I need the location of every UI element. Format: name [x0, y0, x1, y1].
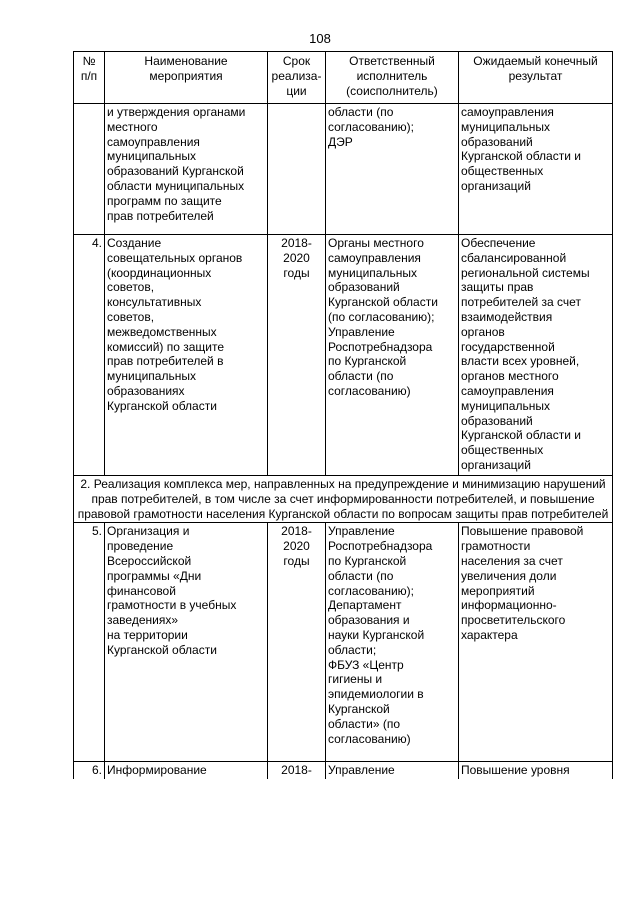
cell-result: Повышение уровня — [459, 762, 613, 780]
cell-term: 2018- 2020 годы — [268, 523, 326, 762]
cell-result: Повышение правовой грамотности населения за счет увеличения доли мероприятий информационно- просветительского характера — [459, 523, 613, 762]
cell-result: Обеспечение сбалансированной региональной системы защиты прав потребителей за счет взаимодействия органов государственной власти всех уровней, органов местного самоуправления муниципальных образований Курганской области и общественных организаций — [459, 235, 613, 476]
cell-num: 5. — [74, 523, 105, 762]
cell-num: 4. — [74, 235, 105, 476]
cell-executor: Управление Роспотребнадзора по Курганской области (по согласованию); Департамент образования и науки Курганской области; ФБУЗ «Центр гигиены и эпидемиологии в Курганской области» (по согласованию) — [326, 523, 459, 762]
header-name: Наименование мероприятия — [105, 52, 268, 104]
section-row — [74, 476, 613, 523]
table-row — [74, 104, 613, 235]
header-term: Срок реализа- ции — [268, 52, 326, 104]
header-result: Ожидаемый конечный результат — [459, 52, 613, 104]
table-row — [74, 762, 613, 780]
section-heading: 2. Реализация комплекса мер, направленных на предупреждение и минимизацию нарушений прав потребителей, в том числе за счет информированности потребителей, и повышение правовой грамотности населения Курганской области по вопросам защиты прав потребителей — [74, 476, 613, 523]
header-executor: Ответственный исполнитель (соисполнитель) — [326, 52, 459, 104]
page-number: 108 — [309, 31, 331, 46]
measures-table — [73, 51, 613, 779]
table-row — [74, 523, 613, 762]
table-header-row — [74, 52, 613, 104]
header-num: № п/п — [74, 52, 105, 104]
cell-term — [268, 104, 326, 235]
cell-term: 2018- — [268, 762, 326, 780]
cell-name: и утверждения органами местного самоуправления муниципальных образований Курганской области муниципальных программ по защите прав потребителей — [105, 104, 268, 235]
cell-name: Создание совещательных органов (координационных советов, консультативных советов, межведомственных комиссий) по защите прав потребителей в муниципальных образованиях Курганской области — [105, 235, 268, 476]
cell-executor: области (по согласованию); ДЭР — [326, 104, 459, 235]
cell-term: 2018- 2020 годы — [268, 235, 326, 476]
cell-result: самоуправления муниципальных образований Курганской области и общественных организаций — [459, 104, 613, 235]
cell-num — [74, 104, 105, 235]
cell-executor: Органы местного самоуправления муниципальных образований Курганской области (по согласованию); Управление Роспотребнадзора по Курганской области (по согласованию) — [326, 235, 459, 476]
cell-name: Организация и проведение Всероссийской программы «Дни финансовой грамотности в учебных заведениях» на территории Курганской области — [105, 523, 268, 762]
cell-num: 6. — [74, 762, 105, 780]
table-row — [74, 235, 613, 476]
cell-executor: Управление — [326, 762, 459, 780]
cell-name: Информирование — [105, 762, 268, 780]
